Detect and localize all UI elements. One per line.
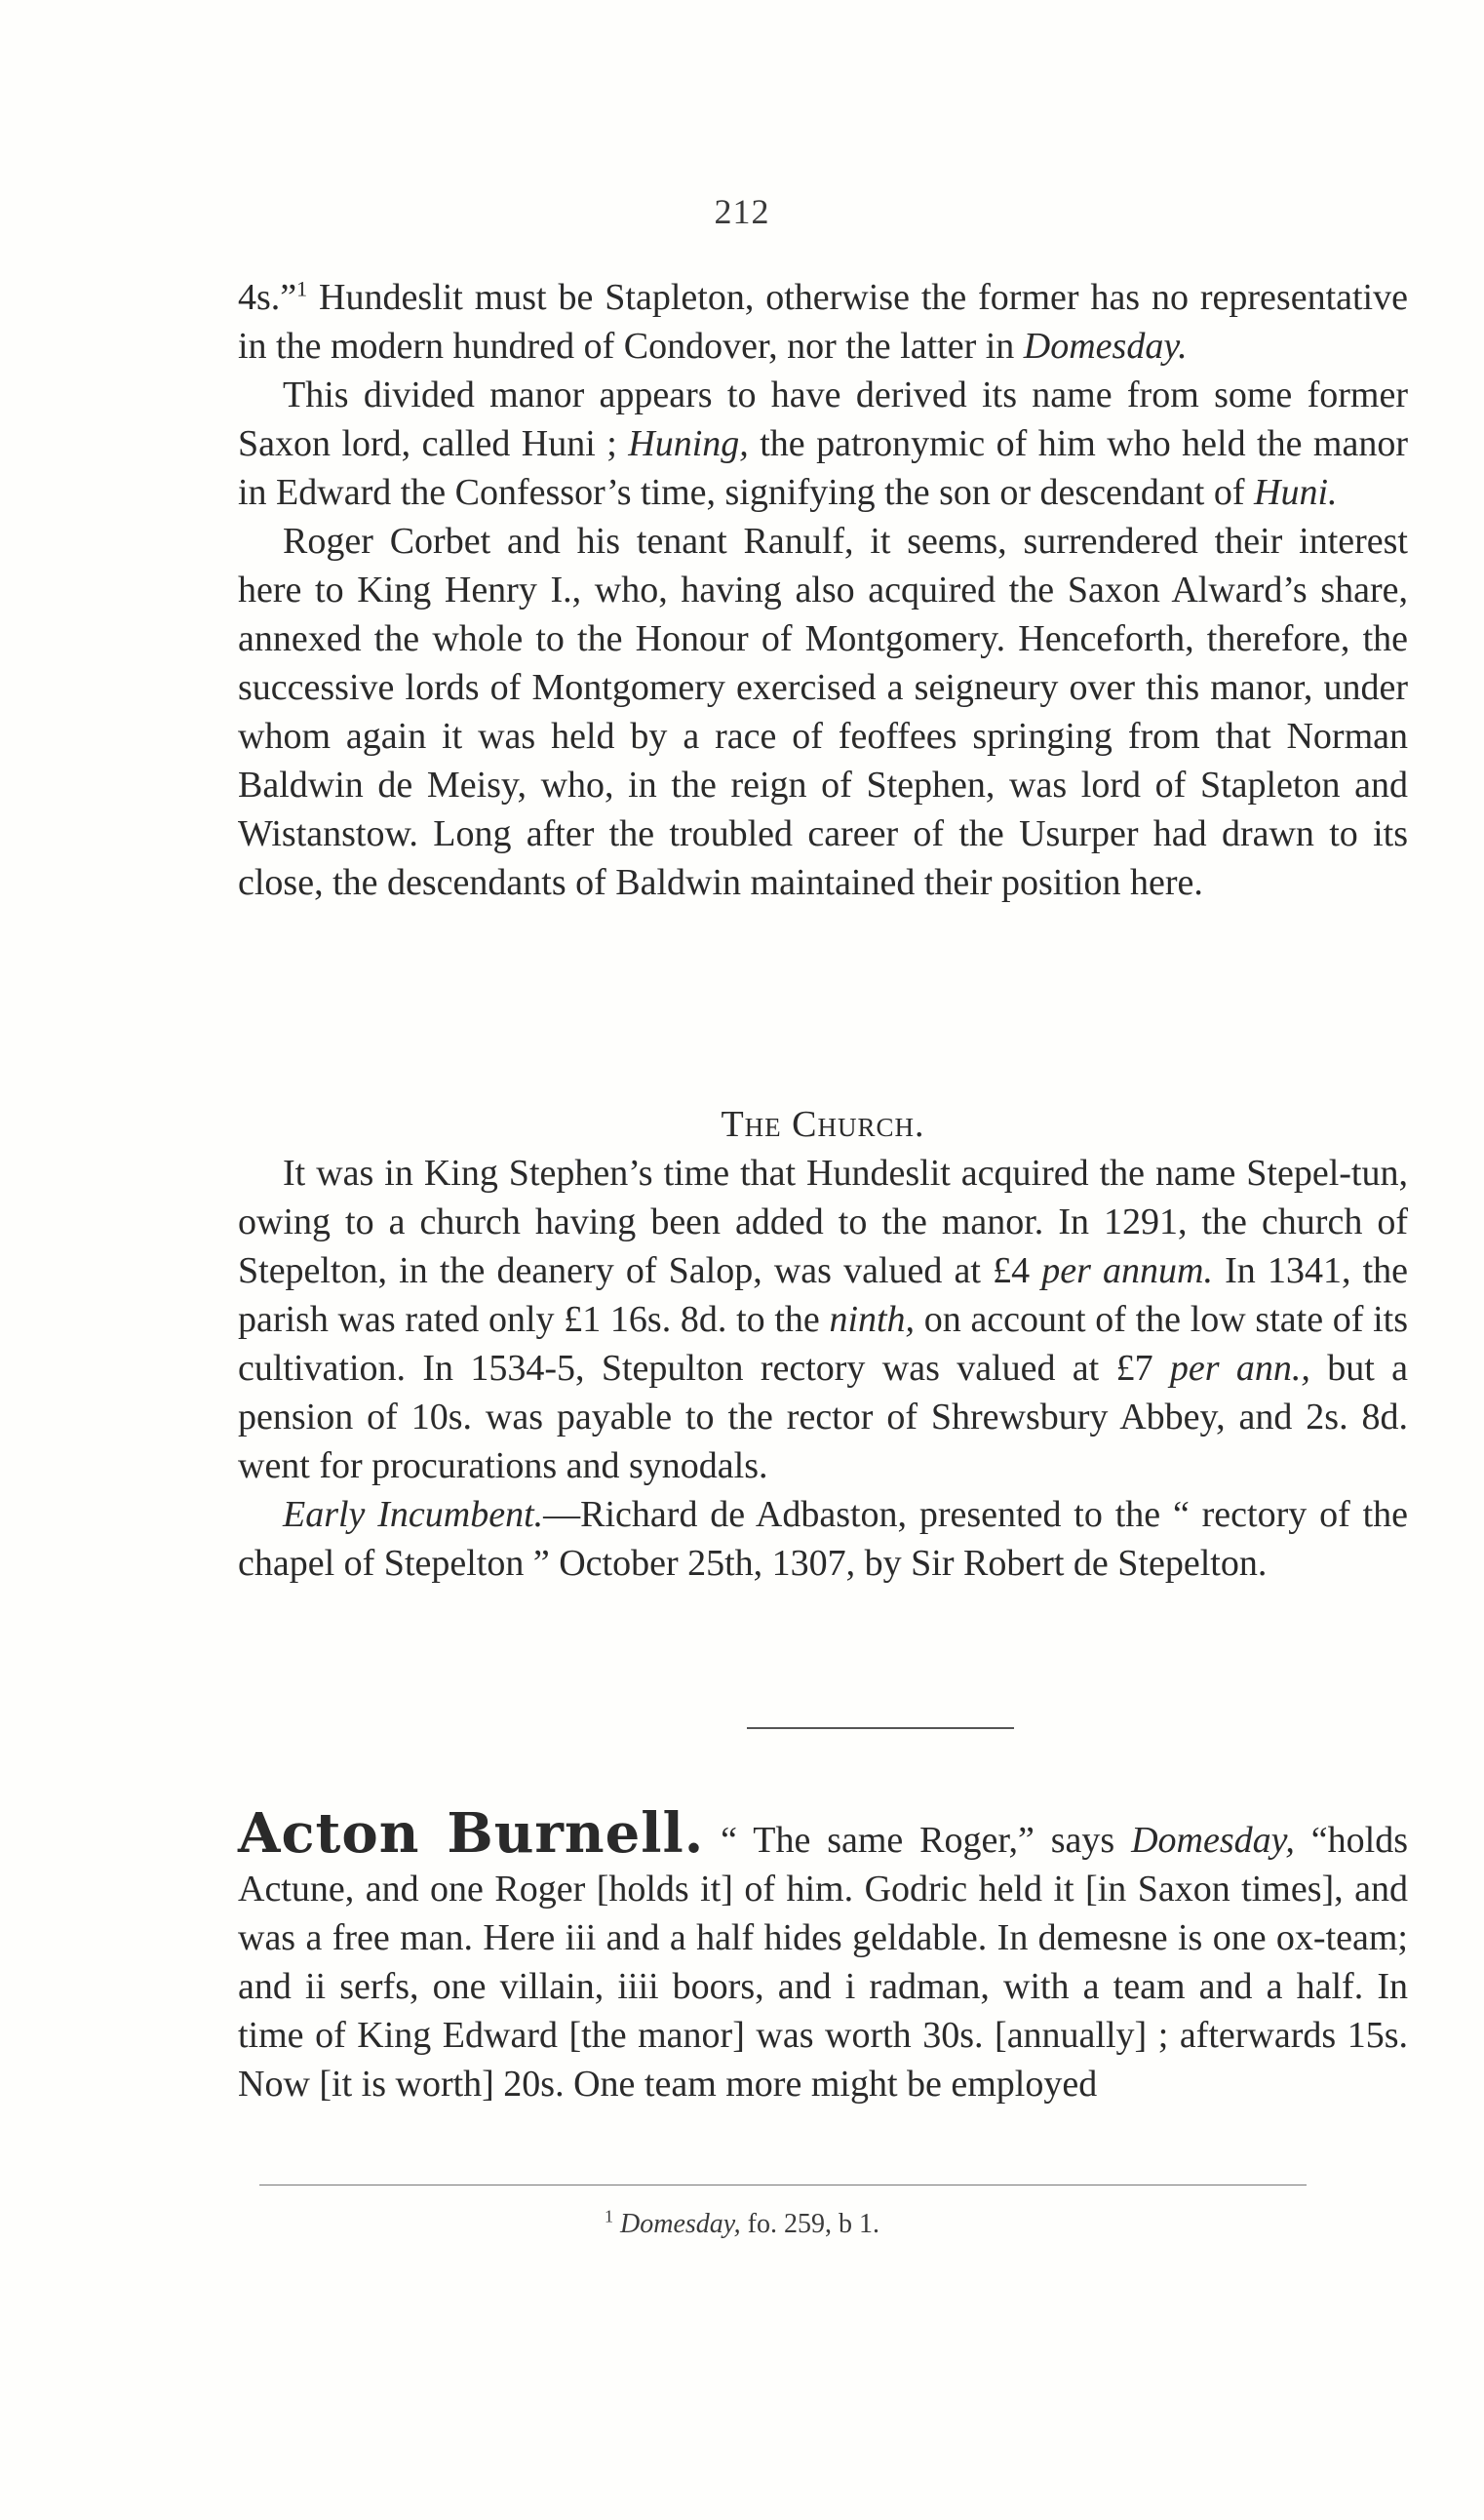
footnote-number: 1 xyxy=(605,2206,613,2226)
acton-burnell-section xyxy=(238,1801,1408,2108)
footnote-reference: fo. 259, b 1. xyxy=(740,2209,879,2239)
paragraph-text: “holds Actune, and one Roger [holds it] of him. Godric held it [in Saxon times], and was a free man. Here iii and a half hides geldable. In demesne is one ox-team; and ii serfs, one villain, iiii boors, and i radman, with a team and a half. In time of King Edward [the manor] was worth 30s. [annually] ; afterwards 15s. Now [it is worth] 20s. One team more might be employed xyxy=(238,1820,1408,2105)
paragraph-text: This divided manor appears to have derived its name from some former Saxon lord, called Huni ; xyxy=(238,374,1408,464)
paragraph-hundeslit xyxy=(238,273,1408,371)
paragraph-text: In 1341, the parish was rated only £1 16s. 8d. to the xyxy=(238,1250,1409,1340)
italic-text: Huni. xyxy=(1254,472,1338,513)
paragraph-roger-corbet: Roger Corbet and his tenant Ranulf, it seems, surrendered their interest here to King Henry I., who, having also acquired the Saxon Alward’s share, annexed the whole to the Honour of Montgomery. Henceforth, therefore, the successive lords of Montgomery exercised a seigneury over this manor, under whom again it was held by a race of feoffees springing from that Norman Baldwin de Meisy, who, in the reign of Stephen, was lord of Stapleton and Wistanstow. Long after the troubled career of the Usurper had drawn to its close, the descendants of Baldwin maintained their position here. xyxy=(238,521,1408,903)
page-number: 212 xyxy=(714,192,770,231)
paragraph-text: Hundeslit must be Stapleton, otherwise the former has no representative in the modern hundred of Condover, nor the latter in xyxy=(238,277,1408,367)
italic-label: Early Incumbent. xyxy=(283,1494,544,1535)
paragraph-divided-manor xyxy=(238,371,1408,517)
italic-text: per annum. xyxy=(1041,1250,1213,1291)
section-heading: The Church. xyxy=(721,1104,925,1145)
paragraph-text: the patronymic of him who held the manor in Edward the Confessor’s time, signifying the son or descendant of xyxy=(238,423,1408,513)
continuation-section xyxy=(238,273,1408,907)
paragraph-text: —Richard de Adbaston, presented to the “ rectory of the chapel of Stepelton ” October 25th, 1307, by Sir Robert de Stepelton. xyxy=(238,1494,1409,1584)
paragraph-church xyxy=(238,1149,1408,1490)
paragraph-text: “ The same Roger,” says xyxy=(704,1820,1132,1861)
paragraph-text: but a pension of 10s. was payable to the rector of Shrewsbury Abbey, and 2s. 8d. went for procurations and synodals. xyxy=(238,1348,1408,1486)
paragraph-text: It was in King Stephen’s time that Hundeslit acquired the name Stepel-tun, owing to a church having been added to the manor. In 1291, the church of Stepelton, in the deanery of Salop, was valued at £4 xyxy=(238,1153,1408,1291)
paragraph-early-incumbent xyxy=(238,1490,1408,1588)
footnote xyxy=(0,2206,1484,2240)
italic-text: Domesday. xyxy=(1023,326,1188,367)
italic-text: Huning, xyxy=(628,423,749,464)
church-section xyxy=(238,1100,1408,1588)
quote-end: 4s.” xyxy=(238,277,297,318)
italic-text: Domesday, xyxy=(1131,1820,1295,1861)
footnote-marker[interactable]: 1 xyxy=(296,276,308,301)
footnote-source: Domesday, xyxy=(620,2209,741,2239)
paragraph-text: on account of the low state of its cultivation. In 1534-5, Stepulton rectory was valued at £7 xyxy=(238,1299,1408,1389)
italic-text: per ann., xyxy=(1169,1348,1310,1389)
paragraph-acton-burnell xyxy=(238,1801,1408,2108)
blackletter-title: Acton Burnell. xyxy=(238,1801,705,1866)
section-divider xyxy=(747,1727,1014,1729)
italic-text: ninth, xyxy=(829,1299,916,1340)
